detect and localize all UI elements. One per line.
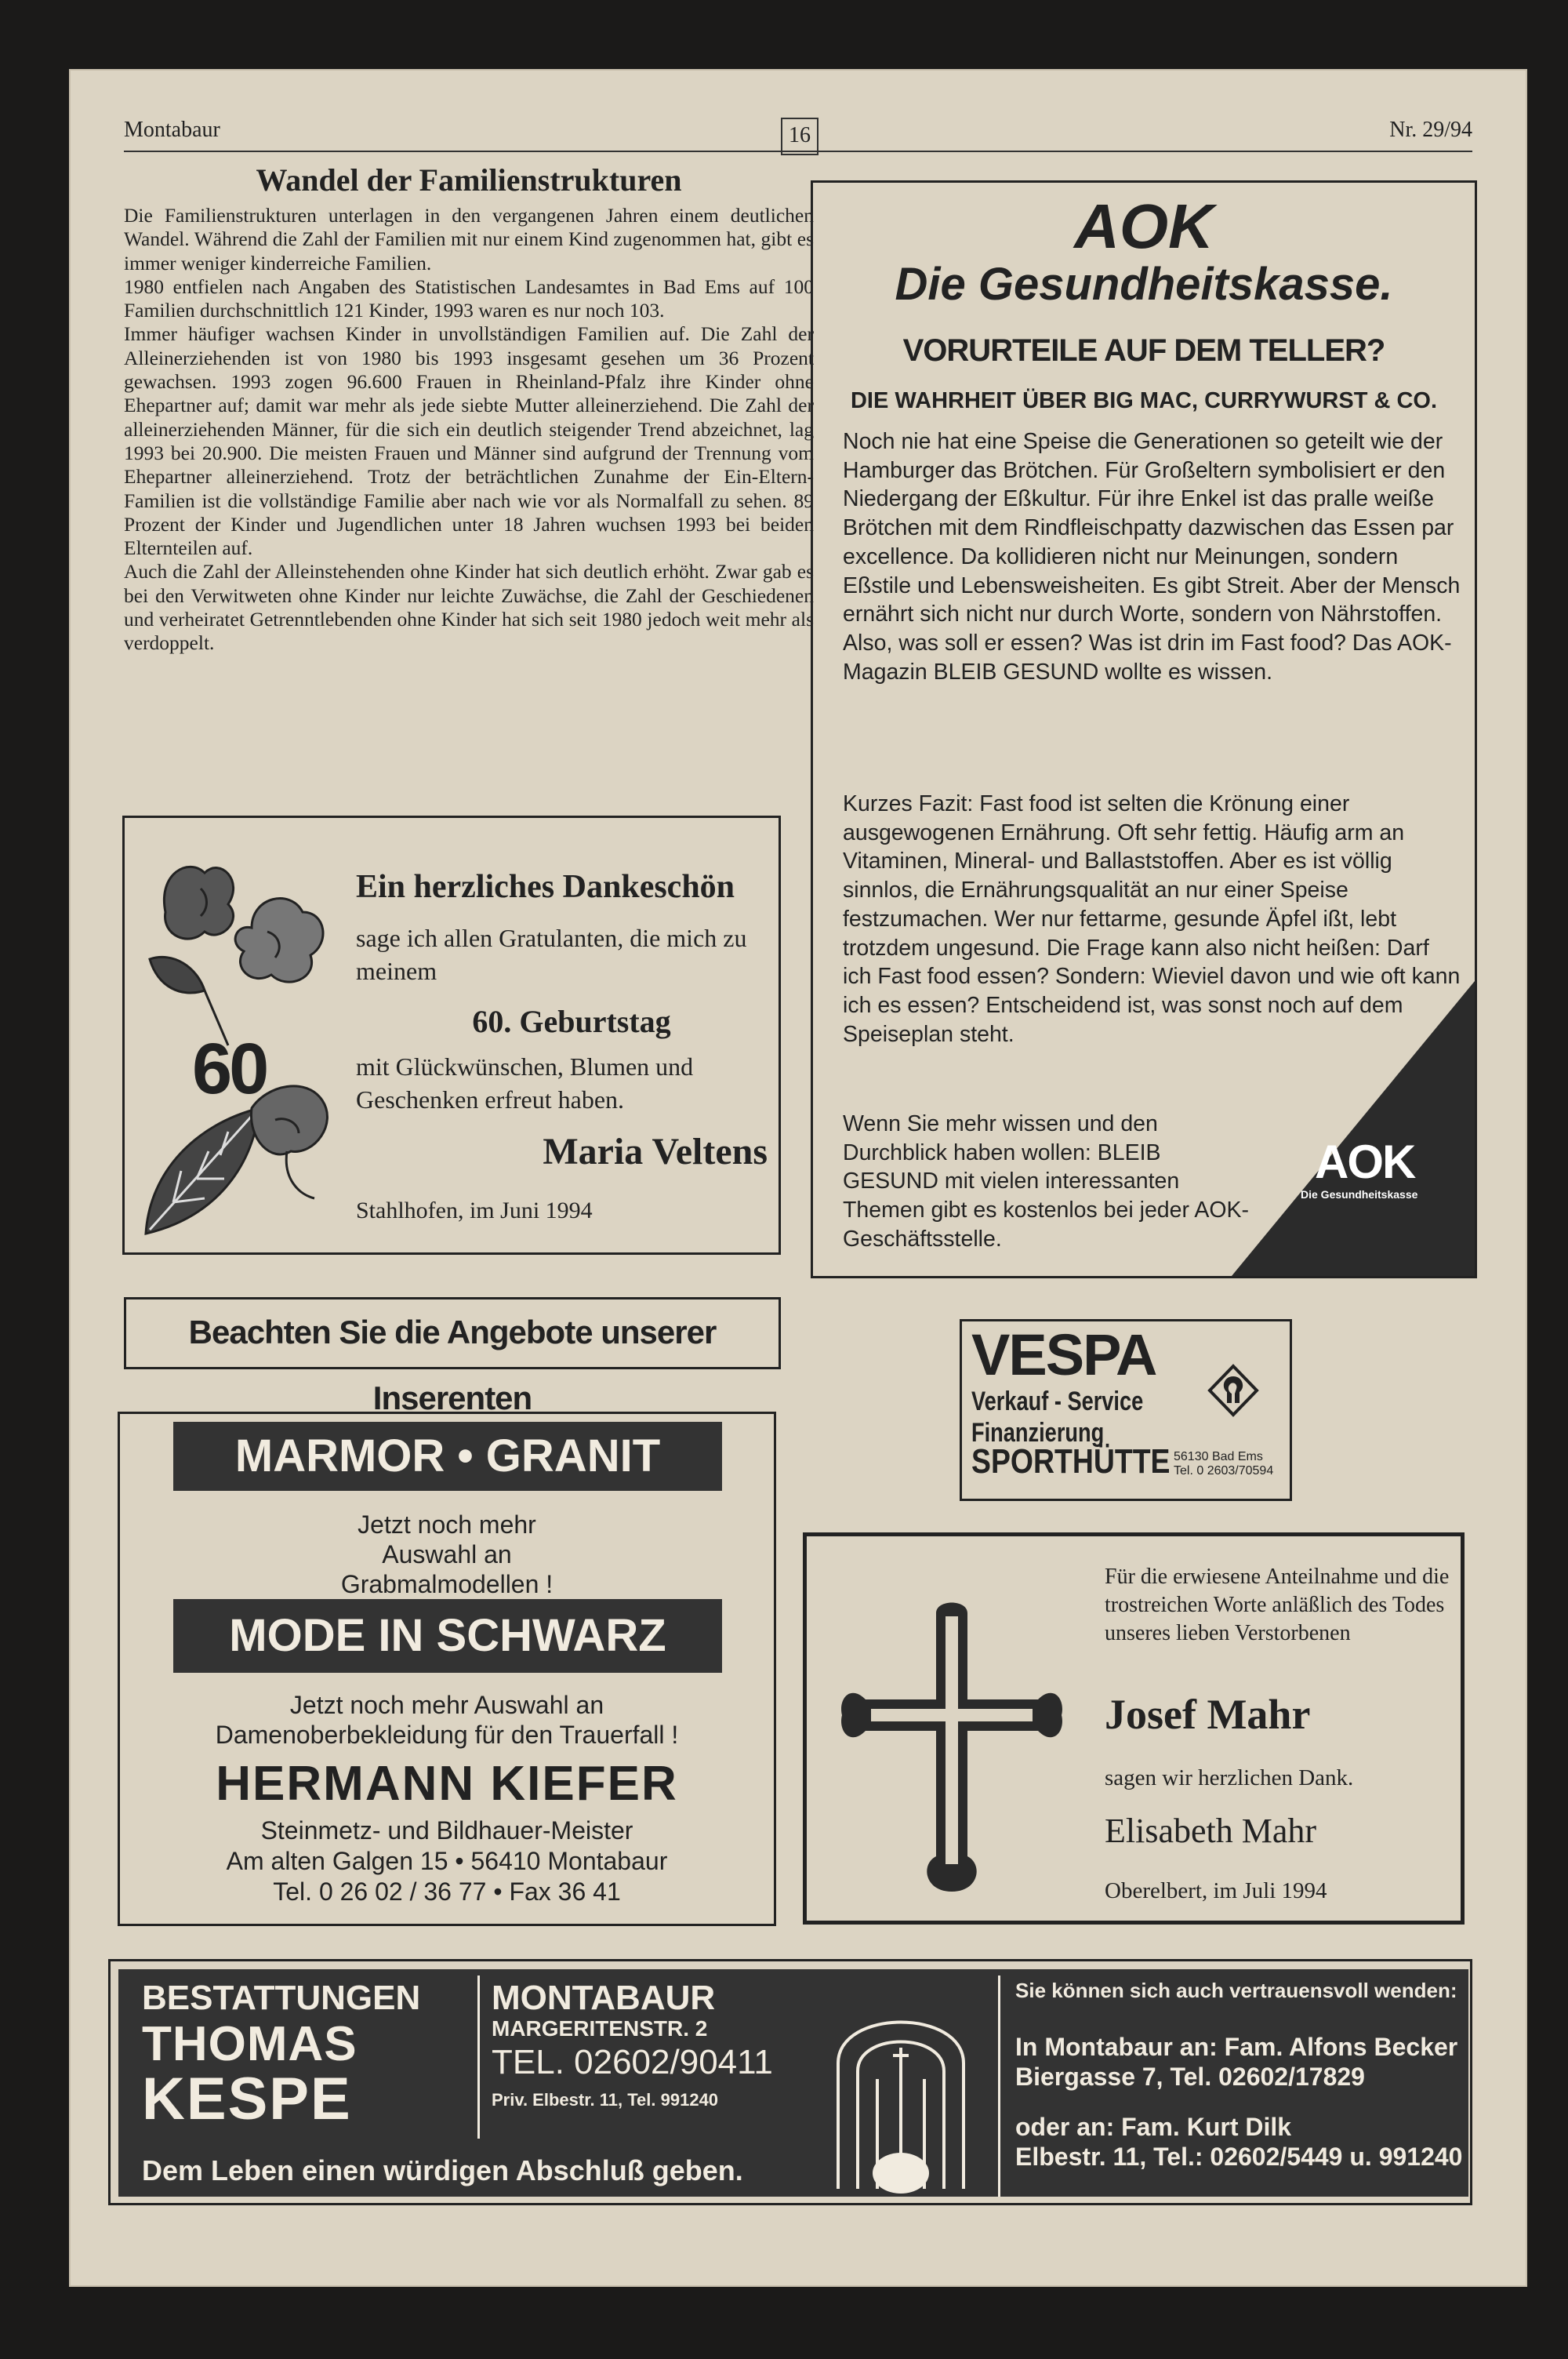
- kiefer-stonemason-ad: [118, 1412, 776, 1926]
- funeral-city: MONTABAUR: [492, 1979, 716, 2017]
- kiefer-name: HERMANN KIEFER: [216, 1757, 678, 1811]
- kiefer-phone: Tel. 0 26 02 / 36 77 • Fax 36 41: [273, 1877, 621, 1906]
- header-location: Montabaur: [124, 118, 220, 142]
- header-rule: [124, 151, 1472, 152]
- funeral-ad-panel: [118, 1969, 1468, 2197]
- aok-ad-title: AOK: [1074, 191, 1214, 261]
- article-paragraph: 1980 entfielen nach Angaben des Statistischen Landesamtes in Bad Ems auf 100 Familien durchschnittlich 121 Kinder, 1993 waren es nur noch 103.: [124, 274, 814, 322]
- condolence-text: Für die erwiesene Anteilnahme und die trostreichen Worte anläßlich des Todes unseres lieben Verstorbenen: [1105, 1565, 1450, 1645]
- aok-ad-paragraph-1: Noch nie hat eine Speise die Generationen so geteilt wie der Hamburger das Brötchen. Für Großeltern symbolisiert er den Niedergang der Eßkultur. Für ihre Enkel ist das pralle weiße Brötchen mit dem Rindfleischpatty dazwischen das Essen par excellence. Da kollidieren nicht nur Meinungen, sondern Eßstile und Lebensweisheiten. Es gibt Streit. Aber der Mensch ernährt sich nicht nur durch Worte, sondern von Nährstoffen. Also, was soll er essen? Was ist drin im Fast food? Das AOK-Magazin BLEIB GESUND wollte es wissen.: [843, 429, 1461, 685]
- contact-intro: Sie können sich auch vertrauensvoll wenden:: [1015, 1979, 1457, 2002]
- kiefer-address: Am alten Galgen 15 • 56410 Montabaur: [226, 1847, 668, 1875]
- funeral-street: MARGERITENSTR. 2: [492, 2016, 708, 2041]
- aok-ad-headline: VORURTEILE AUF DEM TELLER?: [902, 333, 1385, 368]
- thanks-line: sagen wir herzlichen Dank.: [1105, 1765, 1354, 1790]
- thanks-place-date: Stahlhofen, im Juni 1994: [356, 1198, 593, 1223]
- aok-ad-subtitle: Die Gesundheitskasse.: [895, 259, 1393, 310]
- thanks-signature: Maria Veltens: [543, 1131, 768, 1172]
- funeral-slogan: Dem Leben einen würdigen Abschluß geben.: [142, 2154, 743, 2186]
- article-paragraph: Auch die Zahl der Alleinstehenden ohne Kinder hat sich deutlich erhöht. Zwar gab es bei den Verwitweten ohne Kinder nur leichte Zuwächse, die Zahl der Geschiedenen und verheiratet Getrenntlebenden ohne Kinder hat sich seit 1980 jedoch weit mehr als verdoppelt.: [124, 560, 814, 655]
- kiefer-trade: Steinmetz- und Bildhauer-Meister: [260, 1816, 633, 1845]
- cross-icon: [838, 1598, 1065, 1896]
- funeral-services-ad: [108, 1959, 1472, 2205]
- sporthuette-city: 56130 Bad Ems: [1174, 1450, 1263, 1463]
- contact-dilk-address: Elbestr. 11, Tel.: 02602/5449 u. 991240: [1015, 2143, 1463, 2171]
- big-sixty-number: 60: [192, 1029, 267, 1109]
- article-paragraph: Die Familienstrukturen unterlagen in den vergangenen Jahren einem deutlichen Wandel. Während die Zahl der Familien mit nur einem Kind zugenommen hat, gibt es immer weniger kinderreiche Familien.: [124, 204, 814, 274]
- signatory-name: Elisabeth Mahr: [1105, 1812, 1317, 1850]
- vespa-service-line: Verkauf - Service: [971, 1387, 1144, 1416]
- aok-ad: [811, 180, 1477, 1278]
- contact-dilk: [1015, 2112, 1462, 2172]
- issue-number: Nr. 29/94: [1389, 118, 1472, 142]
- aok-ad-paragraph-3: Wenn Sie mehr wissen und den Durchblick haben wollen: BLEIB GESUND mit vielen interessanten Themen gibt es kostenlos bei jeder AOK-Geschäftsstelle.: [843, 1111, 1250, 1252]
- condolence-place-date: Oberelbert, im Juli 1994: [1105, 1878, 1327, 1903]
- vespa-title: VESPA: [971, 1322, 1156, 1387]
- piaggio-logo-icon: [1207, 1364, 1260, 1417]
- sporthuette-name: SPORTHÜTTE: [971, 1442, 1171, 1481]
- sporthuette-phone: Tel. 0 2603/70594: [1174, 1464, 1274, 1478]
- thanks-text-1: sage ich allen Gratulanten, die mich zu meinem: [356, 924, 747, 985]
- aok-triangle-graphic: [1232, 981, 1475, 1276]
- vespa-finance-line: Finanzierung: [971, 1418, 1105, 1448]
- vespa-services: [971, 1386, 1143, 1448]
- article-title: Wandel der Familienstrukturen: [256, 162, 682, 198]
- funeral-private-phone: Priv. Elbestr. 11, Tel. 991240: [492, 2090, 719, 2110]
- aok-logo: AOK: [1315, 1136, 1415, 1188]
- article-body: [124, 204, 814, 656]
- marmor-text-2: Jetzt noch mehr Auswahl an Damenoberbekleidung für den Trauerfall !: [215, 1691, 679, 1749]
- birthday-label: 60. Geburtstag: [472, 1004, 671, 1039]
- aok-ad-subheadline: DIE WAHRHEIT ÜBER BIG MAC, CURRYWURST & CO.: [850, 388, 1438, 413]
- memorial-arch-icon: [815, 1977, 987, 2197]
- marmor-text-1: Jetzt noch mehr Auswahl an Grabmalmodellen !: [340, 1510, 554, 1598]
- funeral-heading: BESTATTUNGEN: [142, 1979, 421, 2017]
- marmor-granit-banner: MARMOR • GRANIT: [173, 1422, 722, 1491]
- funeral-phone: TEL. 02602/90411: [492, 2043, 773, 2081]
- birthday-thanks-ad: [122, 816, 781, 1255]
- deceased-name: Josef Mahr: [1105, 1691, 1311, 1738]
- divider: [477, 1976, 480, 2139]
- condolence-thanks-ad: [803, 1532, 1465, 1925]
- advertisers-notice: Beachten Sie die Angebote unserer Inserenten: [124, 1297, 781, 1369]
- page-number: 16: [781, 118, 818, 155]
- contact-becker-address: Biergasse 7, Tel. 02602/17829: [1015, 2063, 1365, 2091]
- kiefer-contact: [120, 1816, 774, 1907]
- thanks-title: Ein herzliches Dankeschön: [356, 869, 735, 905]
- divider: [998, 1976, 1000, 2197]
- aok-ad-paragraph-2: Kurzes Fazit: Fast food ist selten die Krönung einer ausgewogenen Ernährung. Oft sehr fettig. Häufig arm an Vitaminen, Mineral- und Ballaststoffen. Aber es ist völlig sinnlos, die Ernährungsqualität an nur einer Speise festzumachen. Wer nur fettarme, gesunde Äpfel ißt, lebt trotzdem ungesund. Die Frage kann also nicht heißen: Darf ich Fast food essen? Sondern: Wieviel davon und wie oft kann ich es essen? Entscheidend ist, was sonst noch auf dem Speiseplan steht.: [843, 791, 1461, 1047]
- vespa-ad: [960, 1319, 1292, 1501]
- sporthuette-address: [1174, 1450, 1273, 1478]
- article-paragraph: Immer häufiger wachsen Kinder in unvollständigen Familien auf. Die Zahl der Alleinerziehenden ist von 1980 bis 1993 insgesamt gesehen um 36 Prozent gewachsen. 1993 zogen 96.600 Frauen in Rheinland-Pfalz ihre Kinder ohne Ehepartner auf; damit war mehr als jede siebte Mutter alleinerziehend. Die Zahl der alleinerziehenden Männer, für die sich ein deutlich steigender Trend abzeichnet, lag 1993 bei 20.900. Die meisten Frauen und Männer sind aufgrund der Trennung vom Ehepartner alleinerziehend. Trotz der beträchtlichen Zunahme der Ein-Eltern-Familien ist die vollständige Familie aber nach wie vor als Normalfall zu sehen. 89 Prozent der Kinder und Jugendlichen unter 18 Jahren wuchsen 1993 bei beiden Elternteilen auf.: [124, 322, 814, 560]
- thanks-text-2: mit Glückwünschen, Blumen und Geschenken erfreut haben.: [356, 1052, 694, 1114]
- mode-in-schwarz-banner: MODE IN SCHWARZ: [173, 1599, 722, 1673]
- newspaper-page: [69, 69, 1527, 2287]
- contact-dilk-name: oder an: Fam. Kurt Dilk: [1015, 2113, 1292, 2141]
- aok-logo-tagline: Die Gesundheitskasse: [1301, 1188, 1418, 1201]
- funeral-lastname: KESPE: [142, 2066, 352, 2132]
- funeral-firstname: THOMAS: [142, 2017, 358, 2071]
- contact-becker-name: In Montabaur an: Fam. Alfons Becker: [1015, 2033, 1458, 2061]
- contact-becker: [1015, 2032, 1457, 2092]
